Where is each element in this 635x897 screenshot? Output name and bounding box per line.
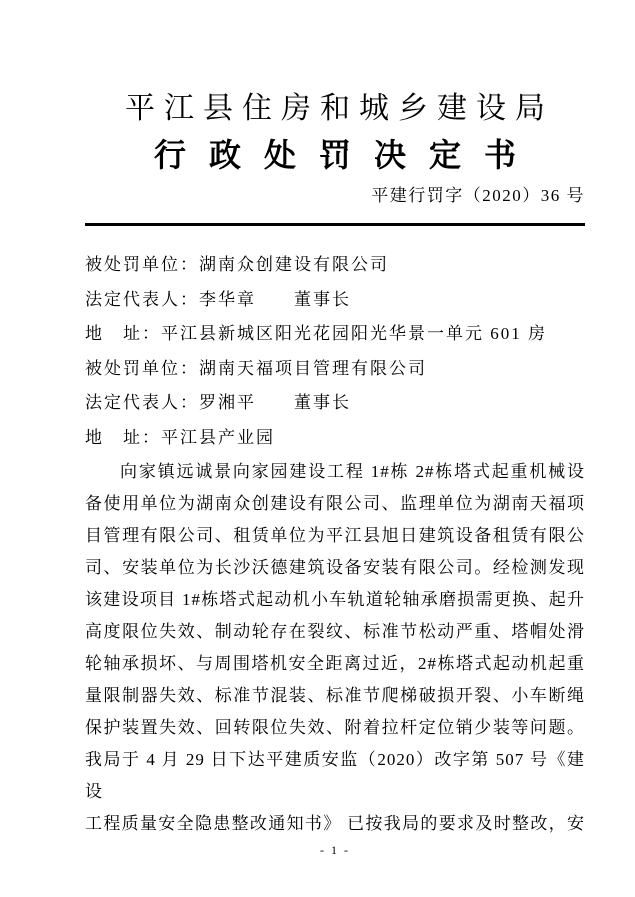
party-label: 地 址： [85,324,161,344]
party-value: 李华章 董事长 [199,289,351,309]
doc-title: 行政处罚决定书 [153,137,539,173]
party-value: 平江县产业园 [161,427,275,447]
party-value: 罗湘平 董事长 [199,393,351,413]
party-label: 法定代表人： [85,289,199,309]
body-line: 目管理有限公司、租赁单位为平江县旭日建筑设备租赁有限公 [85,525,585,545]
party-value: 湖南天福项目管理有限公司 [199,358,427,378]
party-label: 法定代表人： [85,393,199,413]
party-label: 被处罚单位： [85,255,199,274]
party-label: 地 址： [85,427,161,447]
party-line [85,248,585,283]
body-line: 该建设项目 1#栋塔式起动机小车轨道轮轴承磨损需更换、起升 [85,589,585,609]
party-line [85,421,585,456]
party-line [85,283,585,318]
doc-number: 平建行罚字（2020）36 号 [371,186,585,205]
parties-section [85,248,585,456]
org-title: 平江县住房和城乡建设局 [125,92,554,125]
body-line: 轮轴承损坏、与周围塔机安全距离过近，2#栋塔式起动机起重 [85,653,585,673]
page-number: - 1 - [320,842,350,857]
body-line: 保护装置失效、回转限位失效、附着拉杆定位销少装等问题。 [85,717,585,737]
body-line: 我局于 4 月 29 日下达平建质安监（2020）改字第 507 号《建设 [85,749,585,801]
body-line: 量限制器失效、标准节混装、标准节爬梯破损开裂、小车断绳 [85,685,585,705]
party-line [85,386,585,421]
body-line: 向家镇远诚景向家园建设工程 1#栋 2#栋塔式起重机械设 [120,461,585,481]
header-divider [85,223,585,226]
body-line: 司、安装单位为长沙沃德建筑设备安装有限公司。经检测发现 [85,557,585,577]
party-label: 被处罚单位： [85,358,199,378]
party-value: 平江县新城区阳光花园阳光华景一单元 601 房 [161,324,547,344]
party-value: 湖南众创建设有限公司 [199,255,389,274]
party-line [85,352,585,387]
body-line: 备使用单位为湖南众创建设有限公司、监理单位为湖南天福项 [85,493,585,513]
party-line [85,317,585,352]
body-line: 高度限位失效、制动轮存在裂纹、标准节松动严重、塔帽处滑 [85,621,585,641]
body-line: 工程质量安全隐患整改通知书》 已按我局的要求及时整改，安 [85,813,585,833]
body-paragraph [85,456,585,840]
